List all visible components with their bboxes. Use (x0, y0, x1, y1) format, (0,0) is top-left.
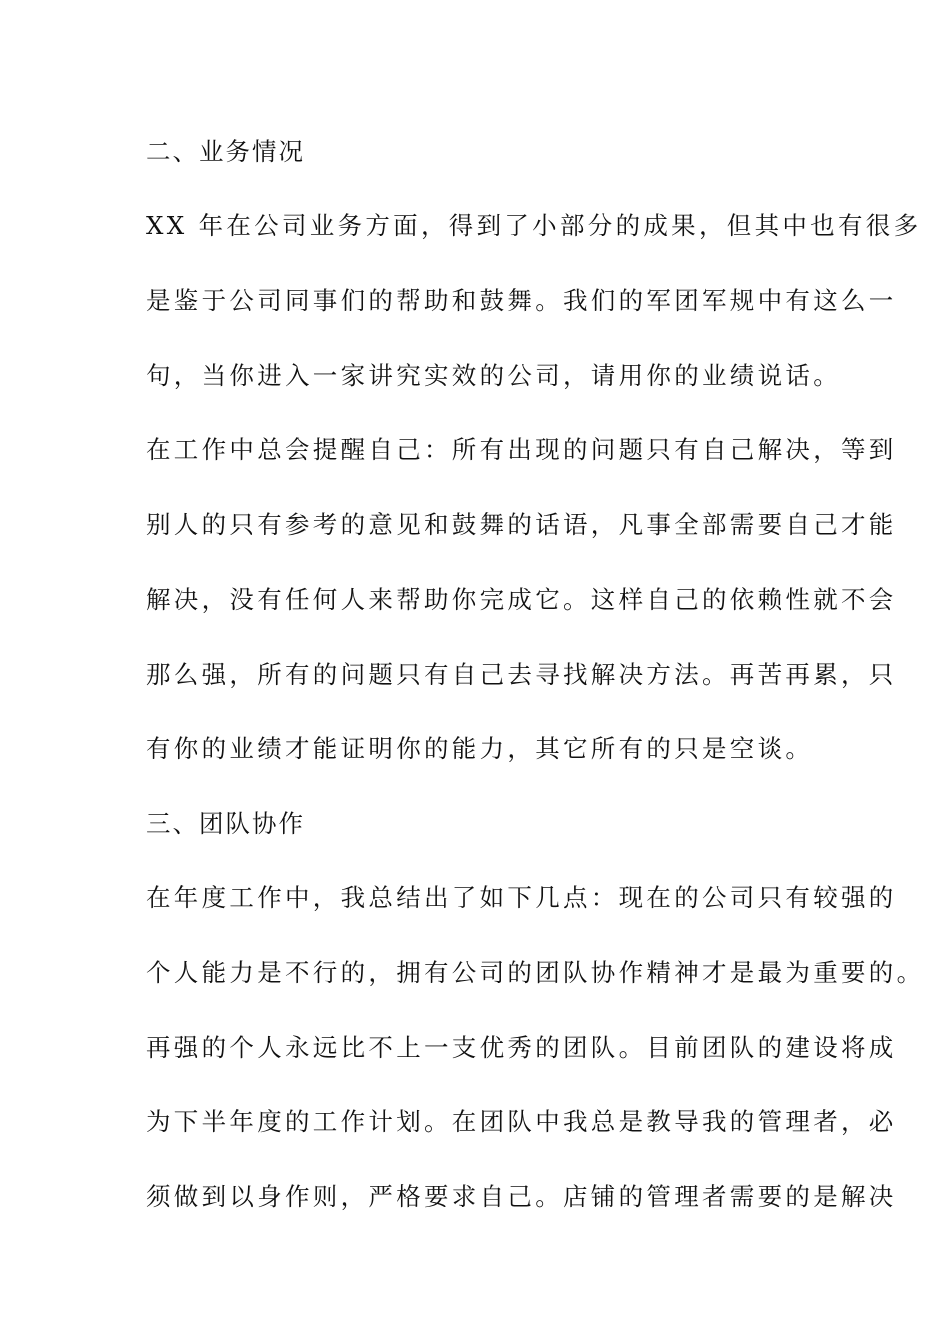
paragraph-line: 是鉴于公司同事们的帮助和鼓舞。我们的军团军规中有这么一 (146, 286, 897, 315)
paragraph-line: 别人的只有参考的意见和鼓舞的话语，凡事全部需要自己才能 (146, 510, 897, 539)
paragraph-line: 那么强，所有的问题只有自己去寻找解决方法。再苦再累，只 (146, 660, 897, 689)
paragraph-line: 解决，没有任何人来帮助你完成它。这样自己的依赖性就不会 (146, 585, 897, 614)
paragraph-line: 须做到以身作则，严格要求自己。店铺的管理者需要的是解决 (146, 1182, 897, 1211)
section-heading-business: 二、业务情况 (146, 137, 305, 166)
section-heading-teamwork: 三、团队协作 (146, 809, 305, 838)
paragraph-line: 在工作中总会提醒自己：所有出现的问题只有自己解决，等到 (146, 435, 897, 464)
paragraph-line: 在年度工作中，我总结出了如下几点：现在的公司只有较强的 (146, 883, 897, 912)
paragraph-line: XX 年在公司业务方面，得到了小部分的成果，但其中也有很多 (146, 211, 922, 240)
paragraph-line: 有你的业绩才能证明你的能力，其它所有的只是空谈。 (146, 734, 814, 763)
paragraph-line: 句，当你进入一家讲究实效的公司，请用你的业绩说话。 (146, 361, 841, 390)
paragraph-line: 再强的个人永远比不上一支优秀的团队。目前团队的建设将成 (146, 1033, 897, 1062)
paragraph-line: 个人能力是不行的，拥有公司的团队协作精神才是最为重要的。 (146, 958, 925, 987)
paragraph-line: 为下半年度的工作计划。在团队中我总是教导我的管理者，必 (146, 1107, 897, 1136)
